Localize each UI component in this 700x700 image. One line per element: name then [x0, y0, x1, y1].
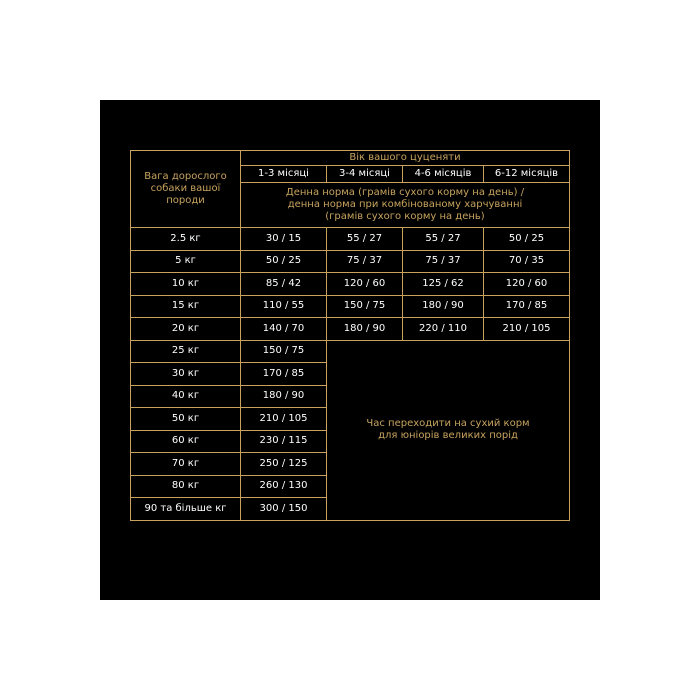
weight-cell: 60 кг	[131, 430, 241, 453]
value-cell: 75 / 37	[327, 250, 403, 273]
value-cell: 180 / 90	[241, 385, 327, 408]
value-cell: 120 / 60	[484, 273, 570, 296]
weight-cell: 25 кг	[131, 340, 241, 363]
weight-cell: 80 кг	[131, 475, 241, 498]
age-header: Вік вашого цуценяти	[241, 151, 570, 166]
weight-cell: 40 кг	[131, 385, 241, 408]
weight-cell: 5 кг	[131, 250, 241, 273]
value-cell: 75 / 37	[403, 250, 484, 273]
value-cell: 260 / 130	[241, 475, 327, 498]
weight-cell: 15 кг	[131, 295, 241, 318]
value-cell: 210 / 105	[241, 408, 327, 431]
value-cell: 250 / 125	[241, 453, 327, 476]
value-cell: 30 / 15	[241, 228, 327, 251]
table-row	[131, 340, 570, 363]
weight-cell: 20 кг	[131, 318, 241, 341]
value-cell: 220 / 110	[403, 318, 484, 341]
weight-cell: 70 кг	[131, 453, 241, 476]
value-cell: 180 / 90	[403, 295, 484, 318]
feeding-table	[130, 150, 570, 521]
value-cell: 230 / 115	[241, 430, 327, 453]
table-row	[131, 228, 570, 251]
value-cell: 50 / 25	[484, 228, 570, 251]
weight-cell: 10 кг	[131, 273, 241, 296]
table-row	[131, 318, 570, 341]
norm-header: Денна норма (грамів сухого корму на день) / денна норма при комбінованому харчуванні (грамів сухого корму на день)	[241, 183, 570, 228]
value-cell: 150 / 75	[327, 295, 403, 318]
value-cell: 125 / 62	[403, 273, 484, 296]
value-cell: 55 / 27	[403, 228, 484, 251]
value-cell: 110 / 55	[241, 295, 327, 318]
value-cell: 210 / 105	[484, 318, 570, 341]
value-cell: 50 / 25	[241, 250, 327, 273]
age-column-header: 1-3 місяці	[241, 166, 327, 183]
value-cell: 170 / 85	[484, 295, 570, 318]
value-cell: 70 / 35	[484, 250, 570, 273]
value-cell: 300 / 150	[241, 498, 327, 521]
weight-cell: 50 кг	[131, 408, 241, 431]
feeding-table-panel	[100, 100, 600, 600]
table-row	[131, 273, 570, 296]
value-cell: 180 / 90	[327, 318, 403, 341]
header-row-age	[131, 151, 570, 166]
value-cell: 170 / 85	[241, 363, 327, 386]
switch-food-note: Час переходити на сухий корм для юніорів великих порід	[327, 340, 570, 520]
value-cell: 140 / 70	[241, 318, 327, 341]
value-cell: 150 / 75	[241, 340, 327, 363]
weight-cell: 2.5 кг	[131, 228, 241, 251]
age-column-header: 4-6 місяців	[403, 166, 484, 183]
weight-cell: 90 та більше кг	[131, 498, 241, 521]
age-column-header: 3-4 місяці	[327, 166, 403, 183]
table-row	[131, 295, 570, 318]
value-cell: 120 / 60	[327, 273, 403, 296]
age-column-header: 6-12 місяців	[484, 166, 570, 183]
weight-cell: 30 кг	[131, 363, 241, 386]
value-cell: 55 / 27	[327, 228, 403, 251]
table-row	[131, 250, 570, 273]
value-cell: 85 / 42	[241, 273, 327, 296]
weight-header: Вага дорослого собаки вашої породи	[131, 151, 241, 228]
